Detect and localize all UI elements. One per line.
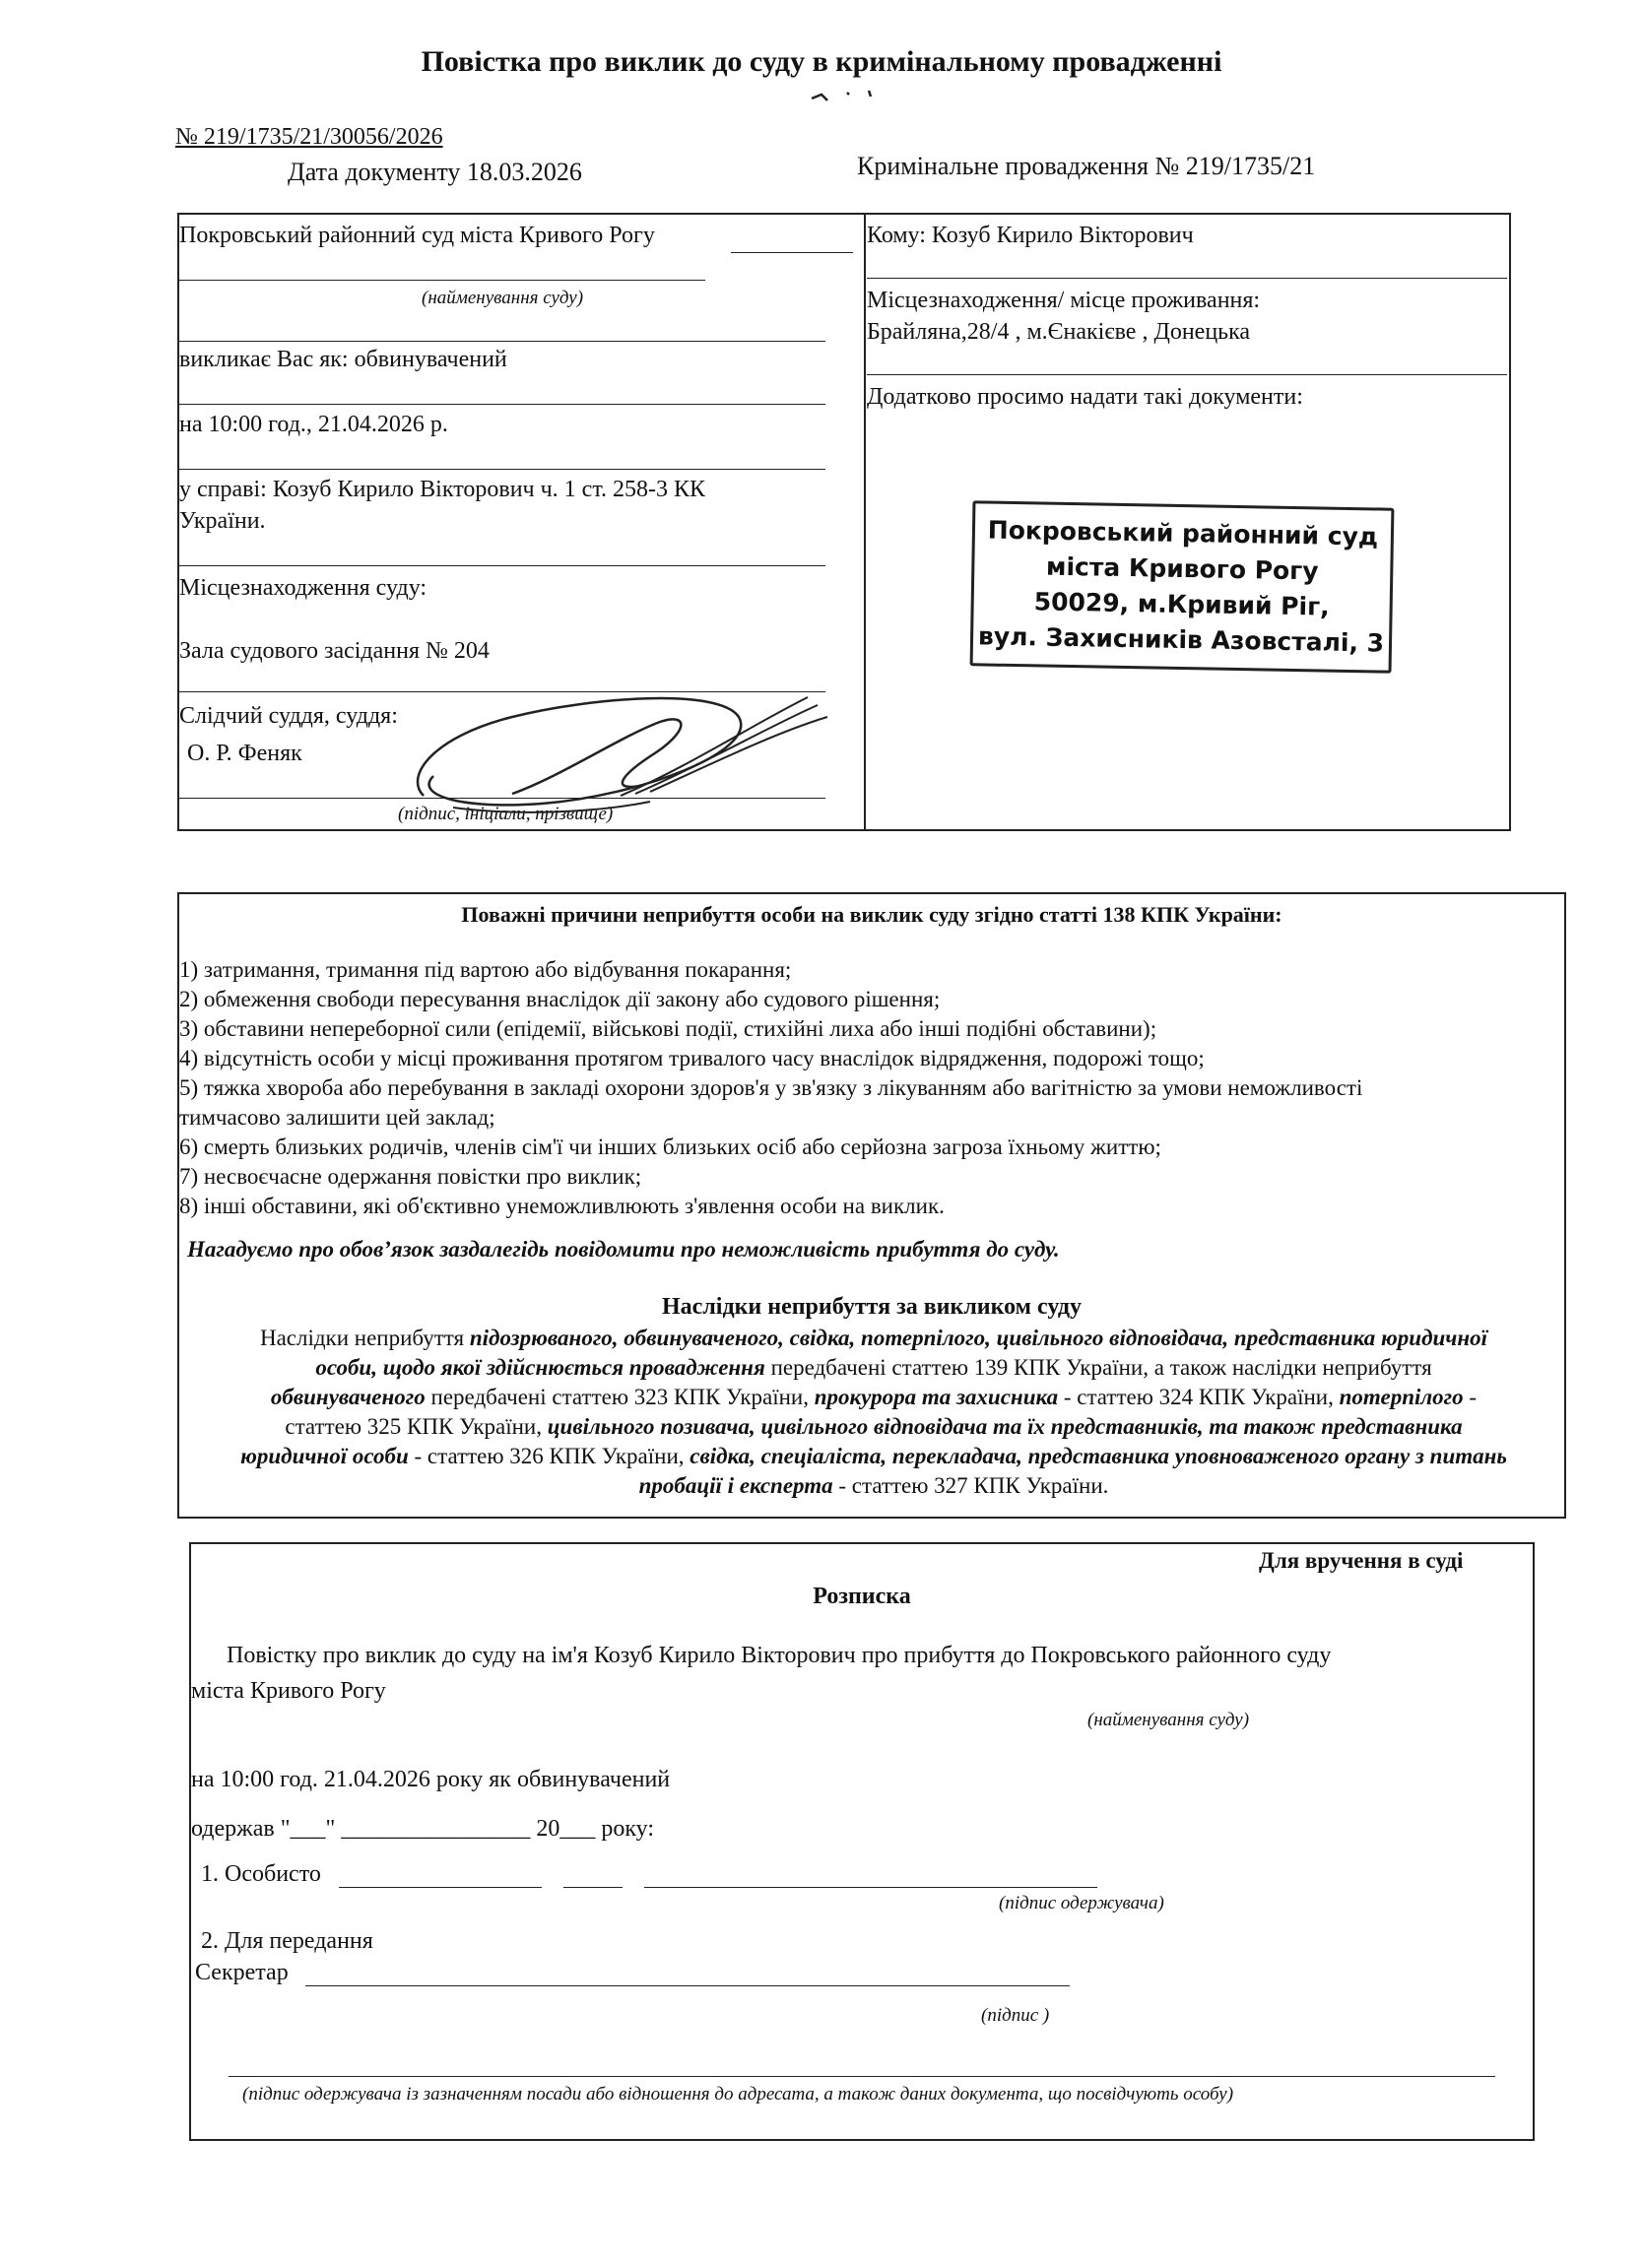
stamp-line-4: вул. Захисників Азовсталі, 3 [977, 621, 1385, 658]
reason-item: 6) смерть близьких родичів, членів сім'ї чи інших близьких осіб або серйозна загроза їхньому життю; [179, 1134, 1161, 1159]
personal-date-line [339, 1887, 542, 1888]
hearing-hall: Зала судового засідання № 204 [179, 638, 490, 664]
receipt-footer-caption: (підпис одержувача із зазначенням посади або відношення до адресата, а також даних документа, що посвідчують особу) [242, 2084, 1234, 2105]
judge-signature-icon [394, 678, 847, 825]
personal-year-line [563, 1887, 623, 1888]
personal-signature-line [644, 1887, 1097, 1888]
reason-item: 4) відсутність особи у місці проживання протягом тривалого часу внаслідок відрядження, подорожі тощо; [179, 1046, 1205, 1070]
consequences-line: юридичної особи - статтею 326 КПК України, свідка, спеціаліста, перекладача, представника уповноваженого органу з питань [240, 1444, 1507, 1468]
consequences-line: Наслідки неприбуття підозрюваного, обвинуваченого, свідка, потерпілого, цивільного відповідача, представника юридичної [259, 1326, 1488, 1350]
court-name-underline [731, 252, 853, 253]
reason-item: 5) тяжка хвороба або перебування в закладі охорони здоров'я у зв'язку з лікуванням або вагітністю за умови неможливості [179, 1075, 1363, 1100]
secretary-signature-line [305, 1985, 1070, 1986]
receipt-transfer-label: 2. Для передання [201, 1928, 373, 1954]
receipt-text-line-2: міста Кривого Рогу [191, 1678, 386, 1704]
document-title: Повістка про виклик до суду в кримінальному провадженні [421, 45, 1222, 78]
stamp-line-1: Покровський районний суд [987, 515, 1379, 551]
signature-caption: (підпис ) [981, 2005, 1050, 2026]
stamp-line-3: 50029, м.Кривий Ріг, [1033, 587, 1330, 621]
for-delivery-label: Для вручення в суді [1259, 1548, 1464, 1573]
consequences-line: статтею 325 КПК України, цивільного позивача, цивільного відповідача та їх представників, та також представника [285, 1414, 1463, 1439]
receipt-text-line-1: Повістку про виклик до суду на ім'я Козуб Кирило Вікторович про прибуття до Покровського районного суду [227, 1643, 1332, 1668]
receipt-appear-line: на 10:00 год. 21.04.2026 року як обвинувачений [191, 1767, 671, 1792]
reason-item: тимчасово залишити цей заклад; [179, 1105, 495, 1130]
document-number: № 219/1735/21/30056/2026 [175, 124, 443, 150]
column-divider [864, 213, 866, 831]
consequences-line: пробації і експерта - статтею 327 КПК України. [638, 1473, 1109, 1498]
reason-item: 8) інші обставини, які об'єктивно унеможливлюють з'явлення особи на виклик. [179, 1194, 945, 1218]
separator-line [867, 278, 1507, 279]
separator-line [179, 404, 825, 405]
judge-name: О. Р. Феняк [187, 741, 302, 766]
recipient-address: Брайляна,28/4 , м.Єнакієве , Донецька [867, 319, 1251, 345]
separator-line [179, 469, 825, 470]
receipt-title: Розписка [813, 1584, 911, 1609]
recipient-signature-caption: (підпис одержувача) [999, 1893, 1164, 1913]
reminder-text: Нагадуємо про обов’язок заздалегідь повідомити про неможливість прибуття до суду. [187, 1237, 1060, 1262]
documents-label: Додатково просимо надати такі документи: [867, 384, 1303, 410]
receipt-court-caption: (найменування суду) [1087, 1710, 1250, 1730]
separator-line [867, 374, 1507, 375]
document-date: Дата документу 18.03.2026 [288, 158, 582, 186]
consequences-heading: Наслідки неприбуття за викликом суду [662, 1294, 1082, 1320]
reason-item: 7) несвоєчасне одержання повістки про виклик; [179, 1164, 642, 1189]
reason-item: 2) обмеження свободи пересування внаслідок дії закону або судового рішення; [179, 987, 941, 1011]
receipt-received-line: одержав "___" ________________ 20___ року: [191, 1816, 655, 1842]
receipt-secretary-label: Секретар [195, 1960, 289, 1985]
consequences-line: обвинуваченого передбачені статтею 323 КПК України, прокурора та захисника - статтею 324 КПК України, потерпілого - [270, 1385, 1478, 1409]
separator-line [179, 341, 825, 342]
summons-role: викликає Вас як: обвинувачений [179, 347, 507, 372]
scan-mark-icon [808, 85, 887, 108]
judge-label: Слідчий суддя, суддя: [179, 703, 398, 729]
recipient: Кому: Козуб Кирило Вікторович [867, 223, 1194, 248]
court-caption: (найменування суду) [422, 288, 584, 308]
court-location-label: Місцезнаходження суду: [179, 575, 427, 601]
reasons-heading: Поважні причини неприбуття особи на виклик суду згідно статті 138 КПК України: [461, 902, 1282, 927]
case-description-line-1: у справі: Козуб Кирило Вікторович ч. 1 ст. 258-3 КК [179, 477, 706, 502]
consequences-line: особи, щодо якої здійснюється провадження передбачені статтею 139 КПК України, а також наслідки неприбуття [315, 1355, 1432, 1380]
case-number: Кримінальне провадження № 219/1735/21 [857, 152, 1316, 180]
receipt-personal-label: 1. Особисто [201, 1861, 321, 1887]
separator-line [179, 565, 825, 566]
court-name: Покровський районний суд міста Кривого Рогу [179, 223, 655, 248]
stamp-line-2: міста Кривого Рогу [1045, 551, 1319, 586]
reason-item: 1) затримання, тримання під вартою або відбування покарання; [179, 957, 792, 982]
signature-caption: (підпис, ініціали, прізвище) [398, 804, 614, 824]
footer-signature-line [229, 2076, 1495, 2077]
hearing-datetime: на 10:00 год., 21.04.2026 р. [179, 412, 448, 437]
reason-item: 3) обставини непереборної сили (епідемії, військові події, стихійні лиха або інші подібні обставини); [179, 1016, 1157, 1041]
address-label: Місцезнаходження/ місце проживання: [867, 288, 1261, 313]
case-description-line-2: України. [179, 508, 266, 534]
court-stamp [970, 500, 1395, 673]
court-name-line-2 [179, 280, 705, 281]
